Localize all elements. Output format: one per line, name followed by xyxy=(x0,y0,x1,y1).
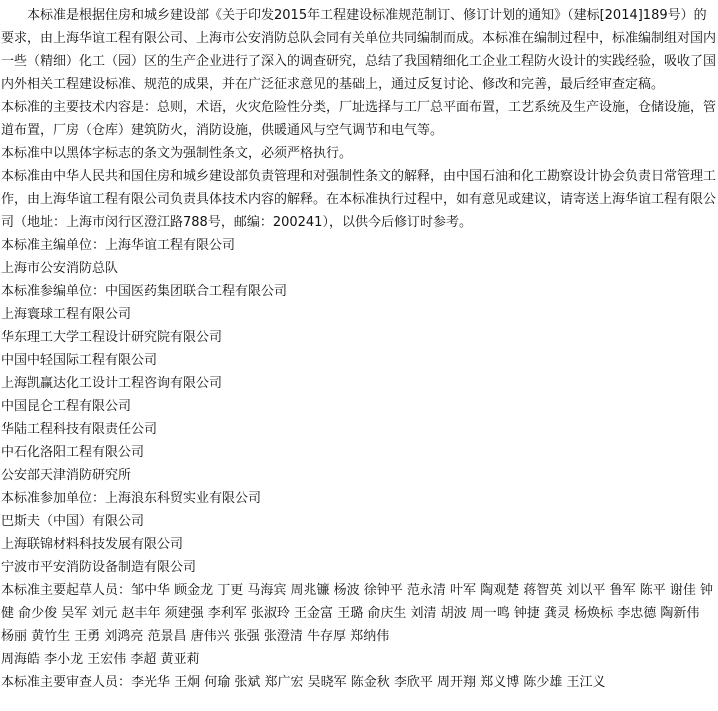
participating-editor-unit-6: 中国昆仑工程有限公司 xyxy=(1,399,132,414)
main-drafters: 本标准主要起草人员：邹中华 顾金龙 丁更 马海宾 周兆镰 杨波 徐钟平 范永清 叶军 陶观楚 蒋智英 刘以平 鲁军 陈平 谢佳 钟健 俞少俊 吴军 刘元 赵丰年 须建强 李利军 张淑玲 王金富 王璐 俞庆生 刘清 胡波 周一鸣 钟捷 龚灵 杨焕标 李忠德 陶新伟 杨丽 黄竹生 王勇 刘鸿亮 范景昌 唐伟兴 张强 张澄清 牛存厚 郑纳伟 xyxy=(1,583,713,644)
paragraph-preface: 本标准是根据住房和城乡建设部《关于印发2015年工程建设标准规范制订、修订计划的通知》（建标[2014]189号）的要求，由上海华谊工程有限公司、上海市公安消防总队会同有关单位共同编制而成。本标准在编制过程中，标准编制组对国内一些（精细）化工（园）区的生产企业进行了深入的调查研究，总结了我国精细化工企业工程防火设计的实践经验，吸收了国内外相关工程建设标准、规范的成果，并在广泛征求意见的基础上，通过反复讨论、修改和完善，最后经审查定稿。 xyxy=(1,8,717,92)
chief-editor-unit: 本标准主编单位：上海华谊工程有限公司 xyxy=(1,238,236,253)
paragraph-administration: 本标准由中华人民共和国住房和城乡建设部负责管理和对强制性条文的解释，由中国石油和化工勘察设计协会负责日常管理工作，由上海华谊工程有限公司负责具体技术内容的解释。在本标准执行过程中，如有意见或建议，请寄送上海华谊工程有限公司（地址：上海市闵行区澄江路788号，邮编：200241），以供今后修订时参考。 xyxy=(1,169,717,230)
main-drafters-continued: 周海皓 李小龙 王宏伟 李超 黄亚莉 xyxy=(1,652,200,667)
participating-unit-3: 上海联锦材料科技发展有限公司 xyxy=(1,537,184,552)
paragraph-mandatory-clause-note: 本标准中以黑体字标志的条文为强制性条文，必须严格执行。 xyxy=(1,146,353,161)
paragraph-technical-content: 本标准的主要技术内容是：总则，术语，火灾危险性分类，厂址选择与工厂总平面布置，工艺系统及生产设施，仓储设施，管道布置，厂房（仓库）建筑防火，消防设施，供暖通风与空气调节和电气等。 xyxy=(1,100,717,138)
participating-editor-unit-4: 中国中轻国际工程有限公司 xyxy=(1,353,158,368)
participating-editor-unit-3: 华东理工大学工程设计研究院有限公司 xyxy=(1,330,223,345)
participating-editor-unit: 本标准参编单位：中国医药集团联合工程有限公司 xyxy=(1,284,288,299)
participating-editor-unit-9: 公安部天津消防研究所 xyxy=(1,468,132,483)
participating-unit: 本标准参加单位：上海浪东科贸实业有限公司 xyxy=(1,491,262,506)
main-reviewers: 本标准主要审查人员：李光华 王炯 何瑜 张斌 郑广宏 吴晓军 陈金秋 李欣平 周开翔 郑义博 陈少雄 王江义 xyxy=(1,675,606,690)
participating-editor-unit-5: 上海凯赢达化工设计工程咨询有限公司 xyxy=(1,376,223,391)
participating-unit-4: 宁波市平安消防设备制造有限公司 xyxy=(1,560,197,575)
chief-editor-unit-2: 上海市公安消防总队 xyxy=(1,261,119,276)
participating-unit-2: 巴斯夫（中国）有限公司 xyxy=(1,514,145,529)
participating-editor-unit-2: 上海寰球工程有限公司 xyxy=(1,307,132,322)
participating-editor-unit-7: 华陆工程科技有限责任公司 xyxy=(1,422,158,437)
participating-editor-unit-8: 中石化洛阳工程有限公司 xyxy=(1,445,145,460)
